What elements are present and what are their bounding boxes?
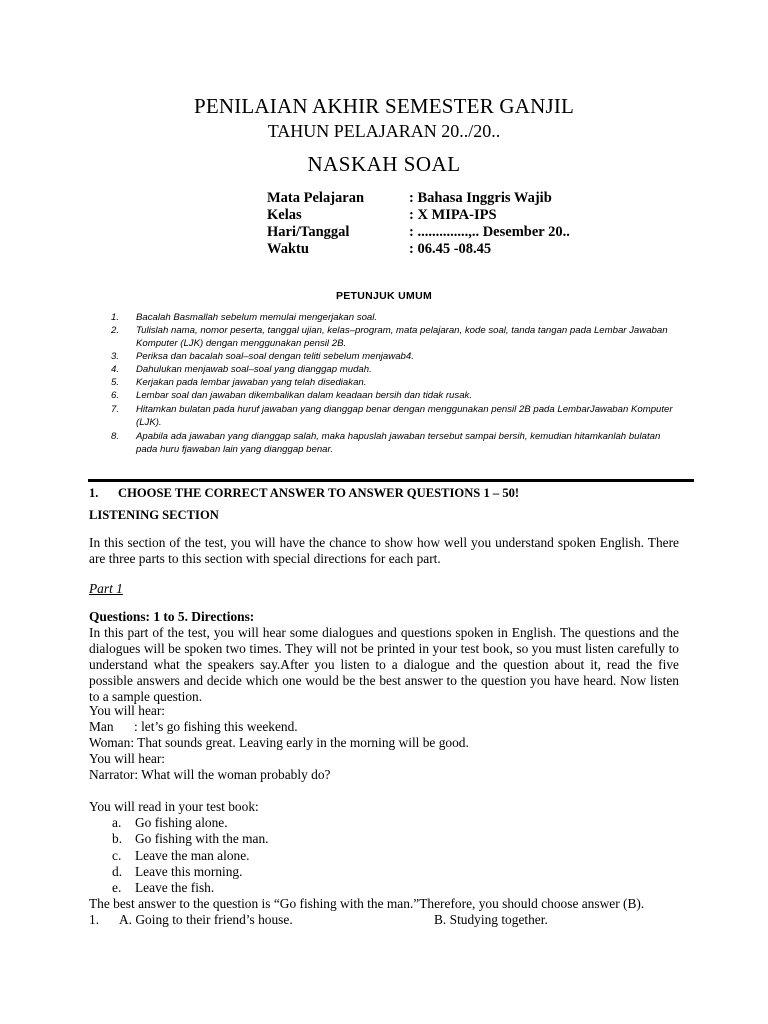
man-dialogue: : let’s go fishing this weekend.	[134, 719, 298, 734]
option-text: Go fishing with the man.	[135, 831, 269, 846]
exam-title: PENILAIAN AKHIR SEMESTER GANJIL	[193, 94, 575, 118]
instruction-text: Periksa dan bacalah soal–soal dengan teliti sebelum menjawab4.	[136, 351, 414, 362]
you-will-hear-label: You will hear:	[89, 703, 166, 718]
info-key: Kelas	[267, 207, 302, 223]
info-value: : 06.45 -08.45	[409, 241, 492, 257]
academic-year: TAHUN PELAJARAN 20../20..	[267, 121, 501, 141]
section-divider	[88, 479, 694, 482]
instruction-text: Apabila ada jawaban yang dianggap salah, maka hapuslah jawaban tersebut sampai bersih, kemudian hitamkanlah bulatan pada huru fjawaban lain yang dianggap benar.	[136, 431, 661, 455]
option-text: Leave the fish.	[135, 880, 215, 895]
info-value: : ..............,.. Desember 20..	[409, 224, 570, 240]
instruction-number: 4.	[111, 364, 120, 375]
instruction-text: Kerjakan pada lembar jawaban yang telah disediakan.	[136, 377, 367, 388]
instruction-number: 5.	[111, 377, 120, 388]
instruction-text: Hitamkan bulatan pada huruf jawaban yang dianggap benar dengan menggunakan pensil 2B pada LembarJawaban Komputer (LJK).	[136, 404, 673, 428]
option-letter: a.	[112, 815, 122, 830]
read-line: You will read in your test book:	[89, 799, 259, 814]
option-text: Go fishing alone.	[135, 815, 228, 830]
option-letter: d.	[112, 864, 123, 879]
directions-paragraph: In this part of the test, you will hear some dialogues and questions spoken in English. The questions and the dialogues will be spoken two times. They will not be printed in your test book, so you must listen carefully to understand what the speakers say.After you listen to a dialogue and the question about it, read the five possible answers and decide which one would be the best answer to the question you have heard. Now listen to a sample question.	[89, 625, 679, 704]
instruction-number: 6.	[111, 390, 120, 401]
you-will-hear-label: You will hear:	[89, 751, 166, 766]
intro-paragraph: In this section of the test, you will have the chance to show how well you understand spoken English. There are three parts to this section with special directions for each part.	[89, 535, 679, 566]
info-key: Mata Pelajaran	[267, 190, 365, 206]
instruction-number: 2.	[111, 325, 120, 336]
woman-dialogue: Woman: That sounds great. Leaving early in the morning will be good.	[89, 735, 469, 750]
instruction-text: Dahulukan menjawab soal–soal yang dianggap mudah.	[136, 364, 372, 375]
instruction-text: Bacalah Basmallah sebelum memulai mengerjakan soal.	[136, 312, 378, 323]
option-letter: b.	[112, 831, 123, 846]
instruction-text: Lembar soal dan jawaban dikembalikan dalam keadaan bersih dan tidak rusak.	[136, 390, 472, 401]
narrator-line: Narrator: What will the woman probably do?	[89, 767, 331, 782]
section-heading: CHOOSE THE CORRECT ANSWER TO ANSWER QUESTIONS 1 – 50!	[118, 486, 520, 500]
questions-heading: Questions: 1 to 5. Directions:	[89, 609, 255, 624]
best-answer-line: The best answer to the question is “Go fishing with the man.”Therefore, you should choose answer (B).	[89, 896, 645, 911]
speaker-man: Man	[89, 719, 114, 734]
option-letter: e.	[112, 880, 122, 895]
question-number: 1.	[89, 912, 100, 927]
option-text: Leave this morning.	[135, 864, 243, 879]
part-label: Part 1	[89, 581, 123, 596]
instruction-number: 1.	[111, 312, 120, 323]
info-value: : Bahasa Inggris Wajib	[409, 190, 552, 206]
info-key: Waktu	[267, 241, 309, 257]
answer-b: B. Studying together.	[434, 912, 548, 927]
option-letter: c.	[112, 848, 122, 863]
option-text: Leave the man alone.	[135, 848, 250, 863]
instruction-number: 3.	[111, 351, 120, 362]
instruction-number: 8.	[111, 431, 120, 442]
document-heading: NASKAH SOAL	[307, 152, 461, 176]
answer-a: A. Going to their friend’s house.	[119, 912, 293, 927]
info-key: Hari/Tanggal	[267, 224, 350, 240]
instruction-number: 7.	[111, 404, 120, 415]
listening-heading: LISTENING SECTION	[89, 508, 219, 522]
info-value: : X MIPA-IPS	[409, 207, 497, 223]
instruction-text: Tulislah nama, nomor peserta, tanggal ujian, kelas–program, mata pelajaran, kode soal, tanda tangan pada Lembar Jawaban Komputer (LJK) dengan menggunakan pensil 2B.	[136, 325, 668, 349]
instructions-title: PETUNJUK UMUM	[335, 290, 433, 302]
section-number: 1.	[89, 486, 99, 500]
